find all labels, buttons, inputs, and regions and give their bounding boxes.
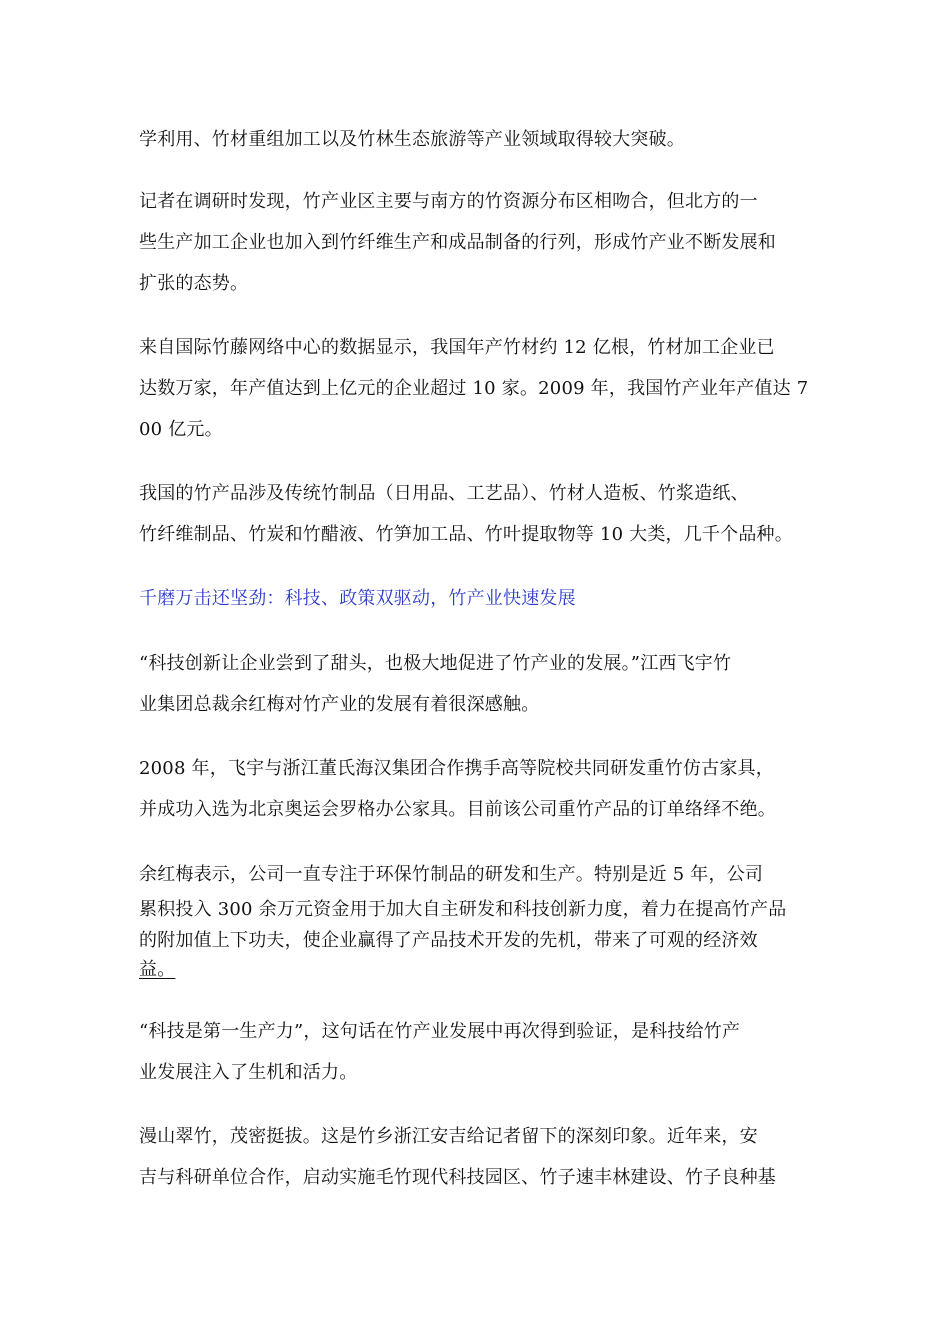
text-line: 累积投入 300 余万元资金用于加大自主研发和科技创新力度，着力在提高竹产品: [139, 899, 787, 920]
text-line: 并成功入选为北京奥运会罗格办公家具。目前该公司重竹产品的订单络绎不绝。: [139, 799, 776, 820]
text-line: 余红梅表示，公司一直专注于环保竹制品的研发和生产。特别是近 5 年，公司: [139, 864, 764, 885]
text-line: 益。: [139, 959, 176, 980]
text-line: 2008 年，飞宇与浙江董氏海汉集团合作携手高等院校共同研发重竹仿古家具，: [139, 758, 774, 779]
text-line: 业发展注入了生机和活力。: [139, 1062, 358, 1083]
text-line: 学利用、竹材重组加工以及竹林生态旅游等产业领域取得较大突破。: [139, 129, 685, 150]
text-line: 吉与科研单位合作，启动实施毛竹现代科技园区、竹子速丰林建设、竹子良种基: [139, 1167, 776, 1188]
section-heading: 千磨万击还坚劲：科技、政策双驱动，竹产业快速发展: [139, 588, 576, 609]
text-line: 漫山翠竹，茂密挺拔。这是竹乡浙江安吉给记者留下的深刻印象。近年来，安: [139, 1126, 758, 1147]
text-line: 达数万家，年产值达到上亿元的企业超过 10 家。2009 年，我国竹产业年产值达 7: [139, 378, 809, 399]
text-line: 业集团总裁余红梅对竹产业的发展有着很深感触。: [139, 694, 540, 715]
text-line: 记者在调研时发现，竹产业区主要与南方的竹资源分布区相吻合，但北方的一: [139, 191, 758, 212]
text-line: “科技创新让企业尝到了甜头，也极大地促进了竹产业的发展。”江西飞宇竹: [139, 653, 732, 674]
text-line: 的附加值上下功夫，使企业赢得了产品技术开发的先机，带来了可观的经济效: [139, 930, 758, 951]
text-line: 00 亿元。: [139, 419, 223, 440]
text-line: 竹纤维制品、竹炭和竹醋液、竹笋加工品、竹叶提取物等 10 大类，几千个品种。: [139, 524, 793, 545]
text-line: 我国的竹产品涉及传统竹制品（日用品、工艺品）、竹材人造板、竹浆造纸、: [139, 483, 749, 504]
text-line: 来自国际竹藤网络中心的数据显示，我国年产竹材约 12 亿根，竹材加工企业已: [139, 337, 775, 358]
text-line: 扩张的态势。: [139, 273, 249, 294]
text-line: 些生产加工企业也加入到竹纤维生产和成品制备的行列，形成竹产业不断发展和: [139, 232, 776, 253]
text-line: “科技是第一生产力”，这句话在竹产业发展中再次得到验证，是科技给竹产: [139, 1021, 741, 1042]
